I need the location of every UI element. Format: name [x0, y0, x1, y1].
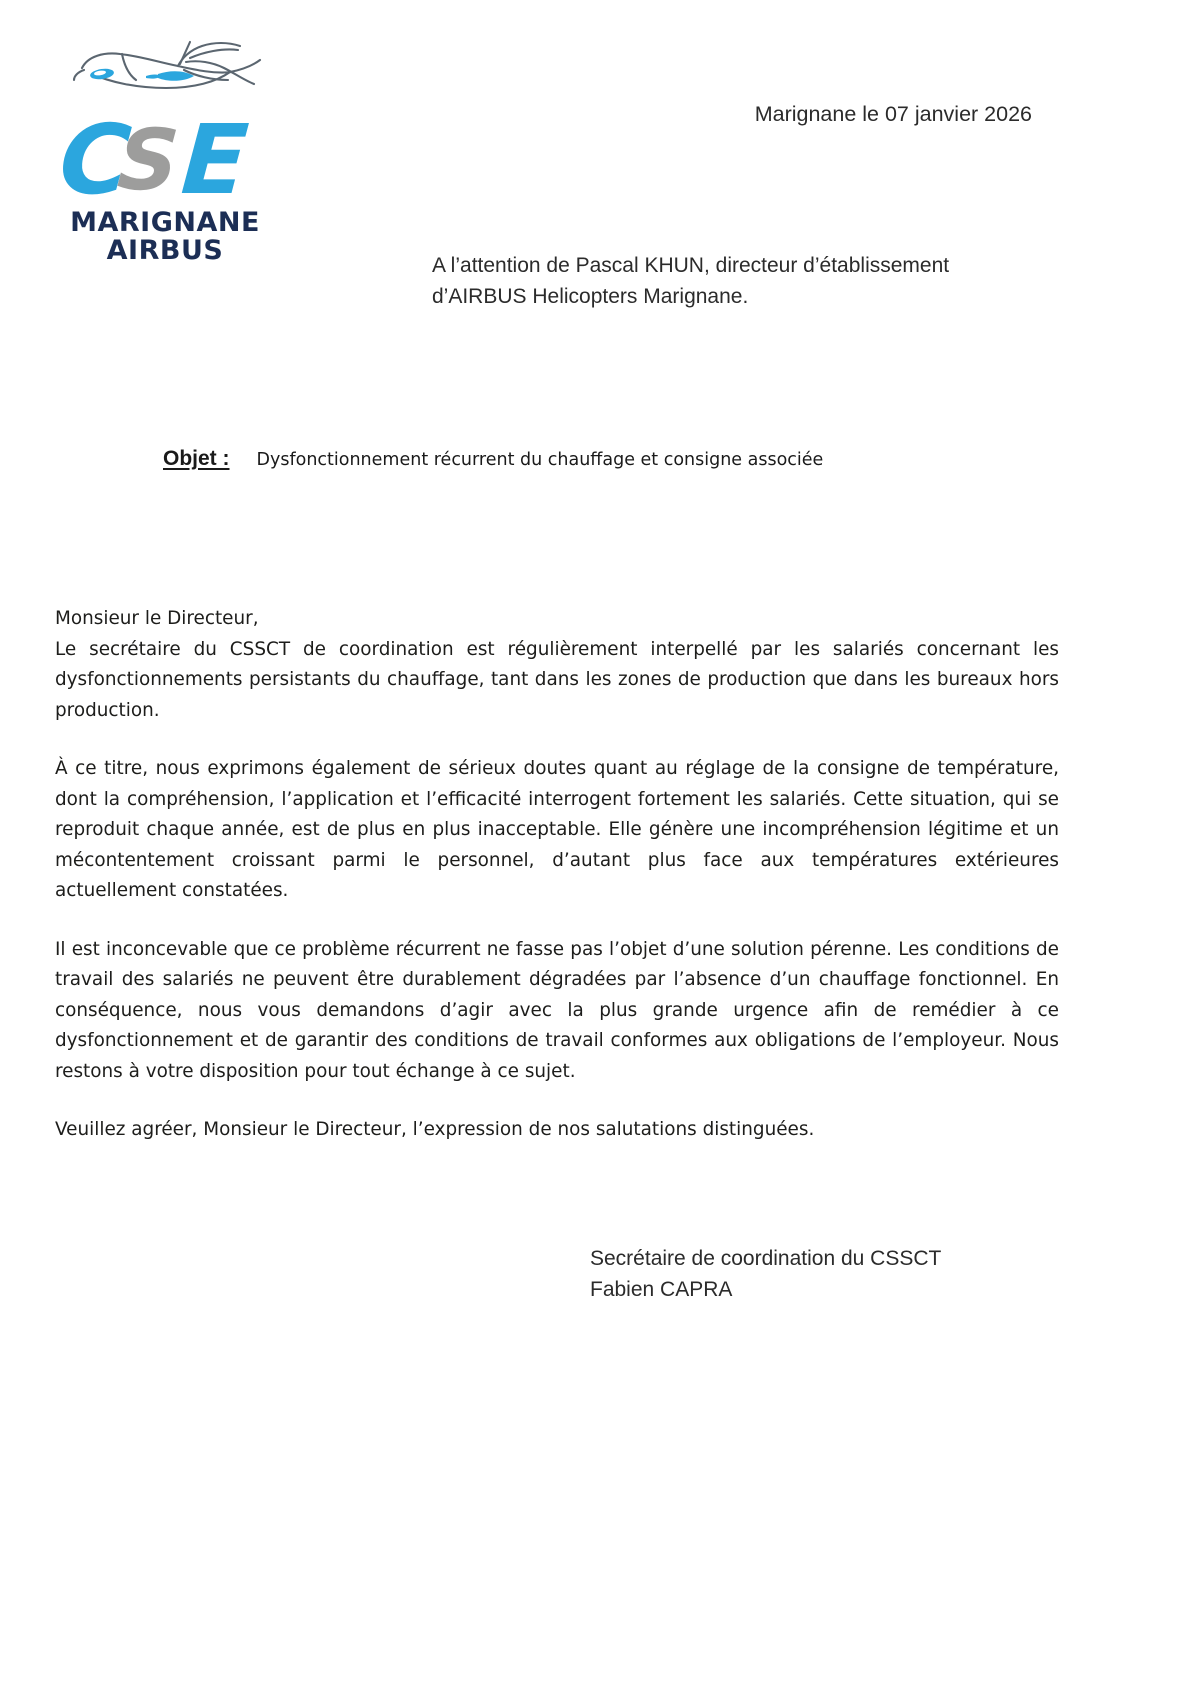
paragraph-3-sentence-3: Nous restons à votre disposition pour tout échange à ce sujet. — [55, 1030, 1059, 1082]
paragraph-3-sentence-2: En conséquence, nous vous demandons d’agir avec la plus grande urgence afin de remédier à ce dysfonctionnement et de garantir des conditions de travail conformes aux obligations de l’employeur. — [55, 969, 1059, 1051]
closing-paragraph: Veuillez agréer, Monsieur le Directeur, l’expression de nos salutations distinguées. — [55, 1119, 815, 1140]
signature-name: Fabien CAPRA — [590, 1278, 733, 1301]
letter-body — [55, 604, 1059, 1146]
cse-letter-c: C — [56, 104, 133, 216]
logo-marignane-text: MARIGNANE — [70, 207, 260, 238]
subject-text: Dysfonctionnement récurrent du chauffage et consigne associée — [256, 450, 824, 470]
recipient-line-2: d’AIRBUS Helicopters Marignane. — [432, 285, 749, 308]
paragraph-2-sentence-1: À ce titre, nous exprimons également de sérieux doutes quant au réglage de la consigne de température, dont la compréhension, l’application et l’efficacité interrogent fortement les salariés. — [55, 758, 1059, 810]
paragraph-2-sentence-2: Cette situation, qui se reproduit chaque année, est de plus en plus inacceptable. Elle génère une incompréhension légitime et un mécontentement croissant parmi le personnel, d’autant plus face aux températures extérieures actuellement constatées. — [55, 788, 1059, 901]
signature-role: Secrétaire de coordination du CSSCT — [590, 1247, 942, 1270]
paragraph-1-text: Le secrétaire du CSSCT de coordination est régulièrement interpellé par les salariés concernant les dysfonctionnements persistants du chauffage, tant dans les zones de production que dans les bureaux hors production. — [55, 638, 1059, 721]
cse-letter-e: E — [178, 104, 250, 216]
cse-letter-s: S — [114, 111, 180, 209]
cse-marignane-airbus-logo — [52, 30, 292, 270]
paragraph-intro — [55, 604, 1059, 726]
cse-wordmark — [56, 104, 275, 216]
paragraph-3-sentence-1: Il est inconcevable que ce problème récurrent ne fasse pas l’objet d’une solution pérenne. Les conditions de travail des salariés ne peuvent être durablement dégradées par l’absence d’un chauffage fonctionnel. — [55, 938, 1059, 990]
subject-label: Objet : — [163, 447, 230, 470]
signature-block — [590, 1243, 941, 1305]
recipient-line-1: A l’attention de Pascal KHUN, directeur d’établissement — [432, 254, 950, 277]
paragraph-2 — [55, 754, 1059, 907]
helicopter-icon — [62, 30, 282, 110]
subject-row — [163, 444, 1063, 475]
paragraph-3 — [55, 935, 1059, 1088]
logo-airbus-text: AIRBUS — [106, 235, 224, 266]
recipient-block — [432, 250, 1052, 312]
date-line: Marignane le 07 janvier 2026 — [754, 102, 1032, 126]
salutation: Monsieur le Directeur, — [55, 608, 259, 629]
